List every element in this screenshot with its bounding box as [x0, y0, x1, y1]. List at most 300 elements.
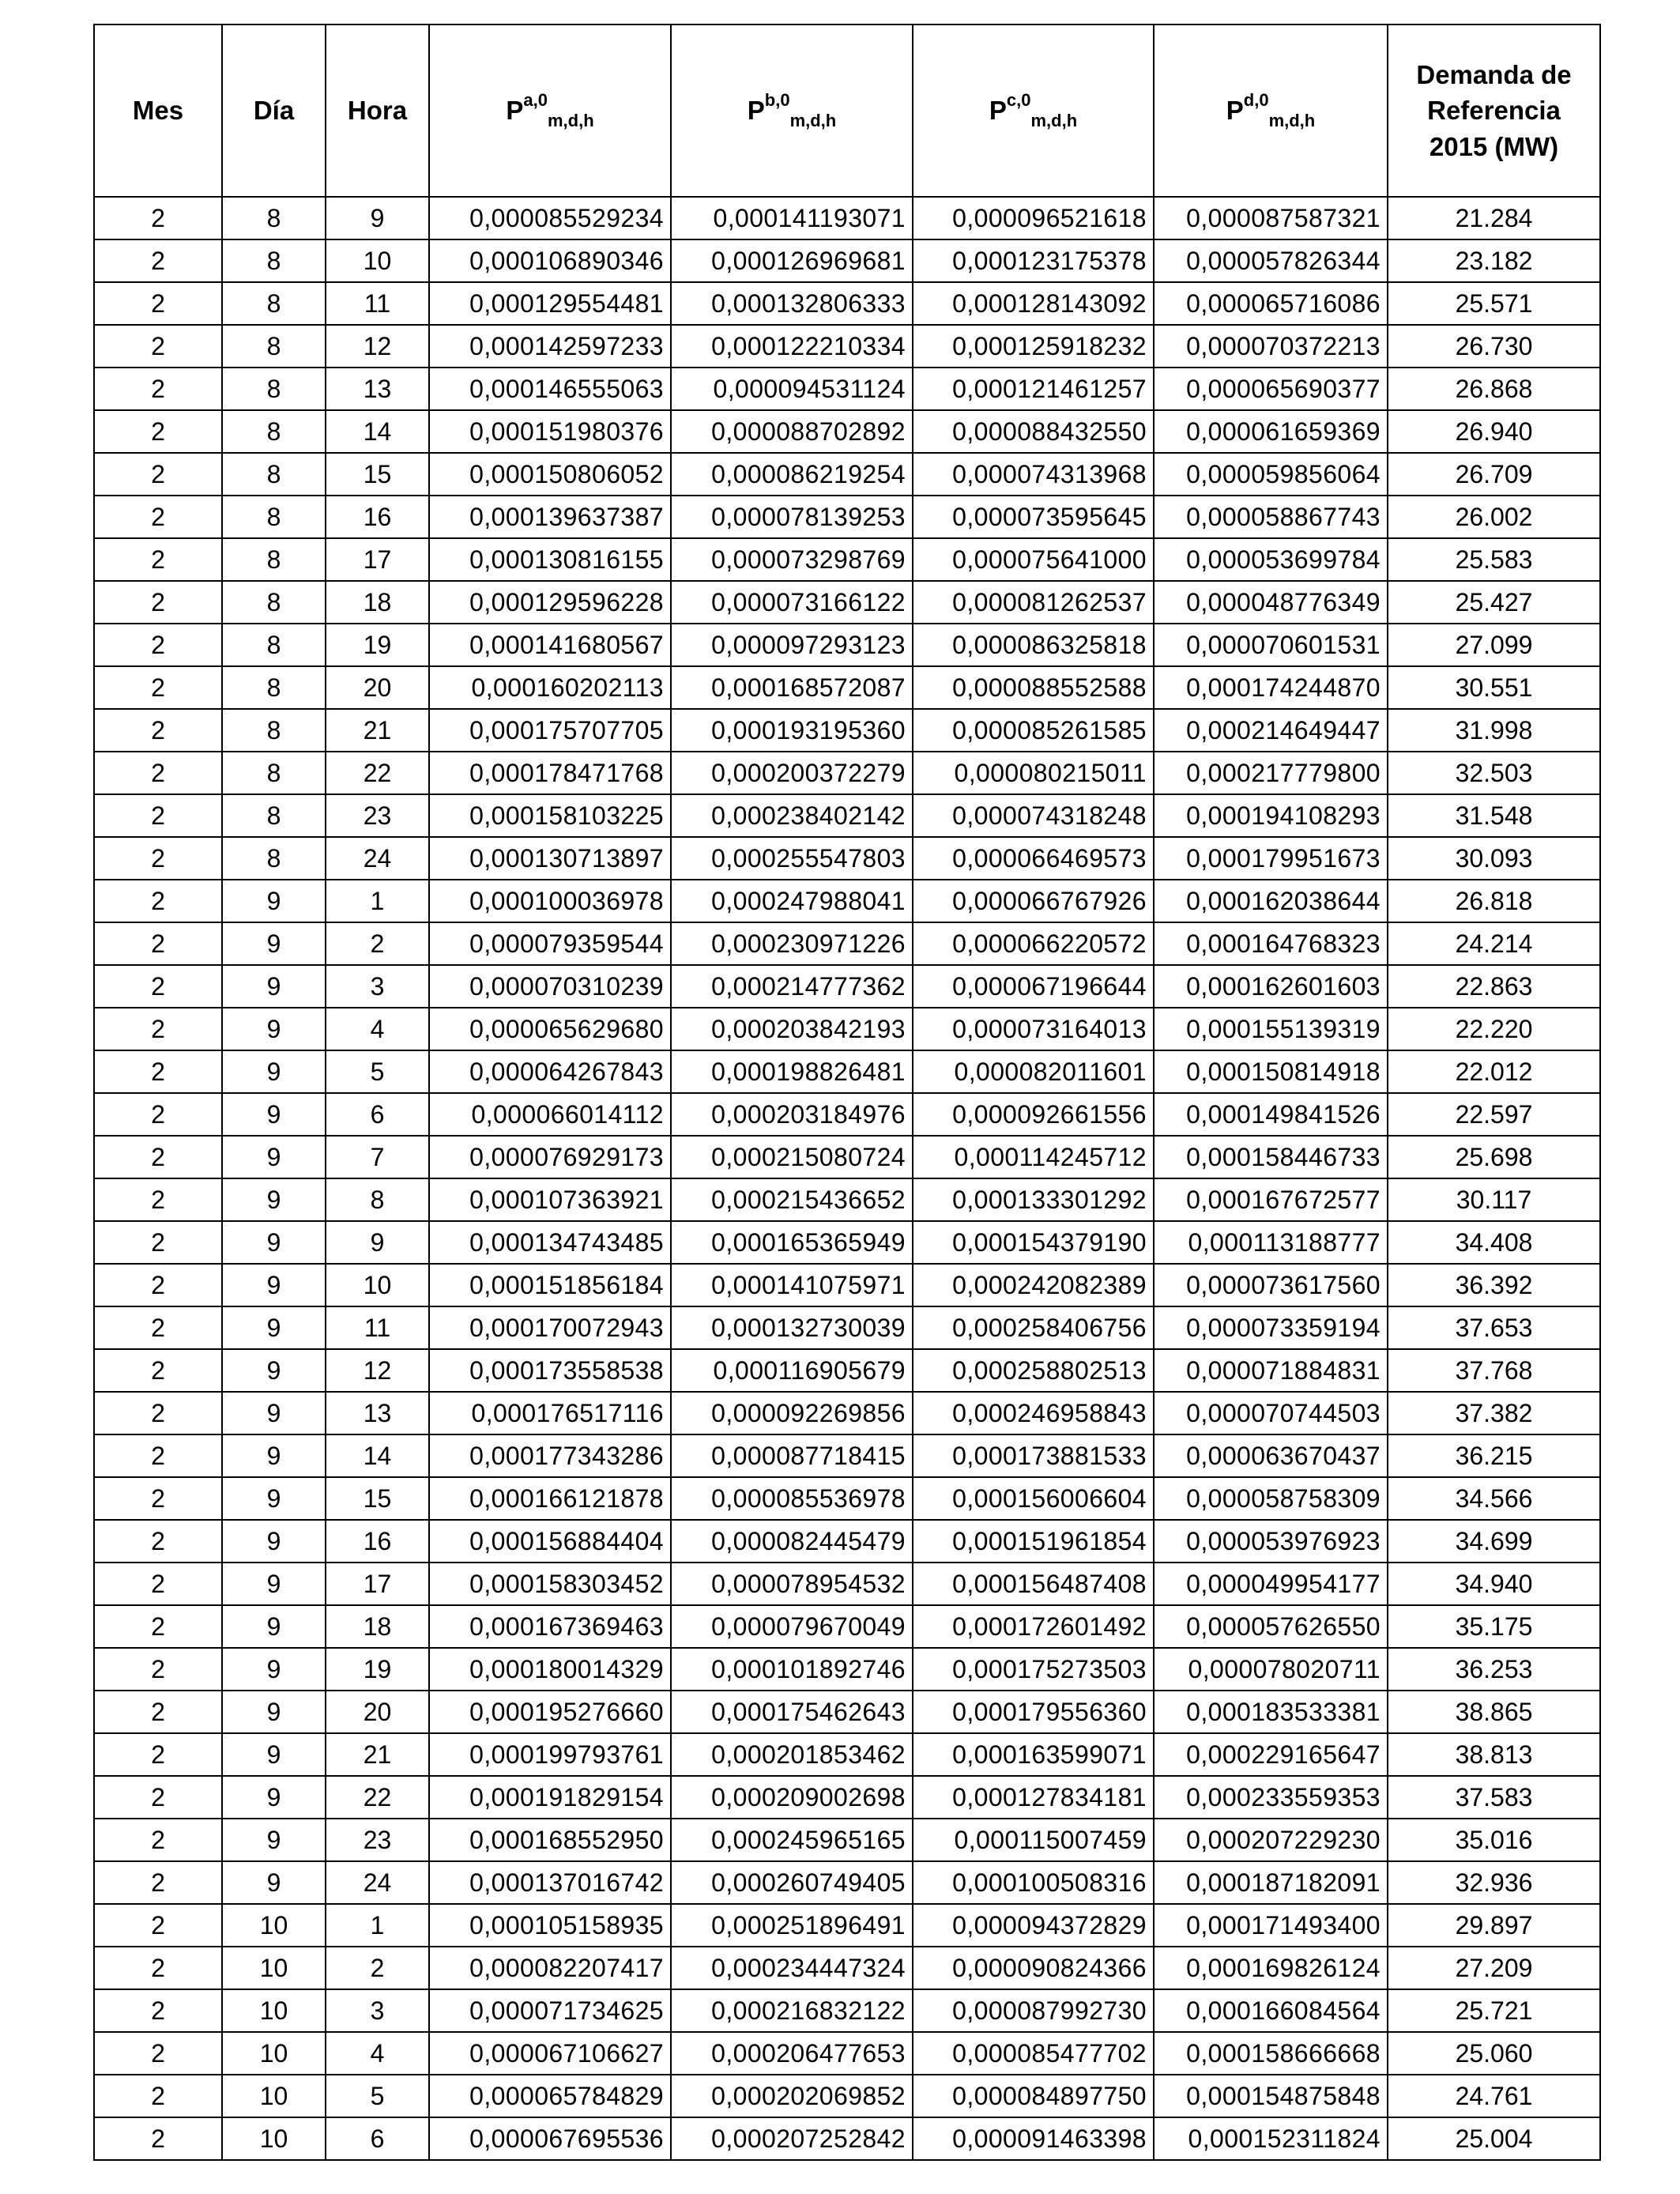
cell-pb: 0,000141075971	[671, 1264, 913, 1306]
cell-pa: 0,000173558538	[429, 1349, 671, 1392]
cell-pb: 0,000193195360	[671, 709, 913, 752]
cell-pc: 0,000075641000	[913, 538, 1154, 581]
cell-demanda: 34.408	[1388, 1221, 1600, 1264]
header-pc-base: P	[989, 96, 1007, 126]
cell-pd: 0,000162038644	[1154, 880, 1388, 922]
cell-pc: 0,000082011601	[913, 1050, 1154, 1093]
cell-pd: 0,000149841526	[1154, 1093, 1388, 1136]
cell-demanda: 22.597	[1388, 1093, 1600, 1136]
cell-pd: 0,000183533381	[1154, 1691, 1388, 1733]
cell-pc: 0,000172601492	[913, 1605, 1154, 1648]
cell-dia: 8	[222, 624, 326, 666]
cell-hora: 22	[326, 1776, 429, 1819]
header-demanda-line: Demanda de	[1416, 59, 1572, 89]
cell-mes: 2	[94, 1648, 222, 1691]
cell-pa: 0,000139637387	[429, 496, 671, 538]
cell-pa: 0,000100036978	[429, 880, 671, 922]
cell-hora: 6	[326, 1093, 429, 1136]
header-row	[94, 25, 1600, 197]
cell-pb: 0,000168572087	[671, 666, 913, 709]
cell-mes: 2	[94, 1050, 222, 1093]
cell-mes: 2	[94, 1989, 222, 2032]
cell-pb: 0,000251896491	[671, 1904, 913, 1947]
cell-hora: 13	[326, 1392, 429, 1434]
cell-demanda: 37.382	[1388, 1392, 1600, 1434]
cell-dia: 9	[222, 1264, 326, 1306]
cell-pa: 0,000151856184	[429, 1264, 671, 1306]
cell-pd: 0,000155139319	[1154, 1008, 1388, 1050]
cell-mes: 2	[94, 1776, 222, 1819]
cell-mes: 2	[94, 239, 222, 282]
table-row	[94, 1264, 1600, 1306]
cell-pa: 0,000130816155	[429, 538, 671, 581]
cell-mes: 2	[94, 1306, 222, 1349]
cell-dia: 8	[222, 496, 326, 538]
cell-mes: 2	[94, 837, 222, 880]
table-row	[94, 2032, 1600, 2075]
cell-dia: 8	[222, 581, 326, 624]
cell-demanda: 30.093	[1388, 837, 1600, 880]
cell-pc: 0,000066469573	[913, 837, 1154, 880]
cell-dia: 9	[222, 1349, 326, 1392]
cell-dia: 10	[222, 2117, 326, 2160]
cell-pb: 0,000230971226	[671, 922, 913, 965]
table-row	[94, 1904, 1600, 1947]
cell-pb: 0,000116905679	[671, 1349, 913, 1392]
cell-pc: 0,000163599071	[913, 1733, 1154, 1776]
table-row	[94, 581, 1600, 624]
cell-demanda: 21.284	[1388, 197, 1600, 239]
cell-pb: 0,000198826481	[671, 1050, 913, 1093]
cell-hora: 6	[326, 2117, 429, 2160]
cell-pc: 0,000091463398	[913, 2117, 1154, 2160]
cell-pc: 0,000242082389	[913, 1264, 1154, 1306]
cell-pb: 0,000078954532	[671, 1563, 913, 1605]
cell-dia: 8	[222, 752, 326, 794]
cell-pb: 0,000088702892	[671, 410, 913, 453]
cell-pb: 0,000094531124	[671, 368, 913, 410]
cell-hora: 4	[326, 2032, 429, 2075]
cell-pd: 0,000229165647	[1154, 1733, 1388, 1776]
cell-pd: 0,000087587321	[1154, 197, 1388, 239]
header-pc-sup: c,0	[1006, 90, 1031, 111]
cell-pa: 0,000168552950	[429, 1819, 671, 1861]
cell-pb: 0,000207252842	[671, 2117, 913, 2160]
cell-mes: 2	[94, 624, 222, 666]
cell-pc: 0,000067196644	[913, 965, 1154, 1008]
cell-pb: 0,000209002698	[671, 1776, 913, 1819]
cell-demanda: 26.818	[1388, 880, 1600, 922]
cell-dia: 9	[222, 1434, 326, 1477]
cell-pd: 0,000174244870	[1154, 666, 1388, 709]
cell-pa: 0,000158103225	[429, 794, 671, 837]
cell-pb: 0,000165365949	[671, 1221, 913, 1264]
cell-pc: 0,000066767926	[913, 880, 1154, 922]
cell-mes: 2	[94, 880, 222, 922]
cell-pa: 0,000170072943	[429, 1306, 671, 1349]
header-pd-sup: d,0	[1243, 90, 1269, 111]
cell-demanda: 26.709	[1388, 453, 1600, 496]
header-pd-sub: m,d,h	[1268, 111, 1316, 131]
cell-pd: 0,000048776349	[1154, 581, 1388, 624]
cell-hora: 9	[326, 1221, 429, 1264]
cell-pd: 0,000070372213	[1154, 325, 1388, 368]
cell-dia: 8	[222, 794, 326, 837]
cell-pa: 0,000195276660	[429, 1691, 671, 1733]
cell-dia: 8	[222, 197, 326, 239]
cell-pb: 0,000132806333	[671, 282, 913, 325]
cell-pa: 0,000106890346	[429, 239, 671, 282]
cell-pa: 0,000191829154	[429, 1776, 671, 1819]
cell-pc: 0,000114245712	[913, 1136, 1154, 1178]
cell-demanda: 27.209	[1388, 1947, 1600, 1989]
cell-dia: 10	[222, 1904, 326, 1947]
cell-pa: 0,000066014112	[429, 1093, 671, 1136]
cell-pb: 0,000097293123	[671, 624, 913, 666]
cell-mes: 2	[94, 922, 222, 965]
header-dia: Día	[222, 25, 326, 197]
cell-pc: 0,000073164013	[913, 1008, 1154, 1050]
cell-mes: 2	[94, 581, 222, 624]
cell-mes: 2	[94, 794, 222, 837]
cell-dia: 9	[222, 1733, 326, 1776]
cell-hora: 23	[326, 1819, 429, 1861]
table-row	[94, 965, 1600, 1008]
cell-pd: 0,000071884831	[1154, 1349, 1388, 1392]
cell-dia: 8	[222, 666, 326, 709]
cell-mes: 2	[94, 496, 222, 538]
table-row	[94, 2117, 1600, 2160]
cell-pb: 0,000201853462	[671, 1733, 913, 1776]
table-row	[94, 1392, 1600, 1434]
cell-pd: 0,000166084564	[1154, 1989, 1388, 2032]
cell-demanda: 25.060	[1388, 2032, 1600, 2075]
cell-pc: 0,000133301292	[913, 1178, 1154, 1221]
cell-pc: 0,000128143092	[913, 282, 1154, 325]
cell-mes: 2	[94, 2075, 222, 2117]
cell-pb: 0,000215436652	[671, 1178, 913, 1221]
cell-pd: 0,000164768323	[1154, 922, 1388, 965]
cell-demanda: 37.653	[1388, 1306, 1600, 1349]
cell-pc: 0,000173881533	[913, 1434, 1154, 1477]
cell-pd: 0,000150814918	[1154, 1050, 1388, 1093]
cell-dia: 9	[222, 1178, 326, 1221]
cell-mes: 2	[94, 1392, 222, 1434]
table-row	[94, 1691, 1600, 1733]
cell-pc: 0,000151961854	[913, 1520, 1154, 1563]
cell-pa: 0,000067695536	[429, 2117, 671, 2160]
cell-hora: 24	[326, 1861, 429, 1904]
cell-pb: 0,000101892746	[671, 1648, 913, 1691]
cell-pd: 0,000073617560	[1154, 1264, 1388, 1306]
cell-pa: 0,000085529234	[429, 197, 671, 239]
cell-dia: 9	[222, 1520, 326, 1563]
cell-hora: 14	[326, 1434, 429, 1477]
cell-hora: 11	[326, 282, 429, 325]
cell-demanda: 32.936	[1388, 1861, 1600, 1904]
cell-mes: 2	[94, 1520, 222, 1563]
cell-pd: 0,000057826344	[1154, 239, 1388, 282]
table-row	[94, 1520, 1600, 1563]
cell-hora: 3	[326, 1989, 429, 2032]
cell-pa: 0,000176517116	[429, 1392, 671, 1434]
cell-dia: 8	[222, 282, 326, 325]
cell-pa: 0,000142597233	[429, 325, 671, 368]
cell-pd: 0,000053699784	[1154, 538, 1388, 581]
cell-demanda: 30.551	[1388, 666, 1600, 709]
cell-mes: 2	[94, 1733, 222, 1776]
header-pb-base: P	[747, 96, 765, 126]
cell-demanda: 31.998	[1388, 709, 1600, 752]
cell-hora: 19	[326, 624, 429, 666]
cell-hora: 5	[326, 1050, 429, 1093]
table-row	[94, 1861, 1600, 1904]
cell-pa: 0,000141680567	[429, 624, 671, 666]
cell-pd: 0,000078020711	[1154, 1648, 1388, 1691]
cell-demanda: 36.215	[1388, 1434, 1600, 1477]
cell-pd: 0,000158446733	[1154, 1136, 1388, 1178]
cell-dia: 8	[222, 368, 326, 410]
cell-pc: 0,000175273503	[913, 1648, 1154, 1691]
table-row	[94, 1178, 1600, 1221]
cell-dia: 8	[222, 538, 326, 581]
cell-mes: 2	[94, 325, 222, 368]
cell-dia: 9	[222, 1136, 326, 1178]
table-row	[94, 1008, 1600, 1050]
cell-mes: 2	[94, 666, 222, 709]
cell-demanda: 38.813	[1388, 1733, 1600, 1776]
cell-pc: 0,000074313968	[913, 453, 1154, 496]
table-row	[94, 880, 1600, 922]
cell-demanda: 22.220	[1388, 1008, 1600, 1050]
cell-pa: 0,000160202113	[429, 666, 671, 709]
cell-dia: 8	[222, 410, 326, 453]
cell-pa: 0,000065784829	[429, 2075, 671, 2117]
header-pa	[429, 25, 671, 197]
cell-dia: 9	[222, 1776, 326, 1819]
cell-hora: 1	[326, 880, 429, 922]
cell-pa: 0,000177343286	[429, 1434, 671, 1477]
cell-dia: 9	[222, 965, 326, 1008]
cell-mes: 2	[94, 1904, 222, 1947]
cell-dia: 9	[222, 922, 326, 965]
cell-pc: 0,000085261585	[913, 709, 1154, 752]
demand-table	[93, 24, 1601, 2161]
cell-mes: 2	[94, 1434, 222, 1477]
cell-pc: 0,000123175378	[913, 239, 1154, 282]
cell-pd: 0,000217779800	[1154, 752, 1388, 794]
cell-pc: 0,000115007459	[913, 1819, 1154, 1861]
cell-pc: 0,000073595645	[913, 496, 1154, 538]
cell-pa: 0,000167369463	[429, 1605, 671, 1648]
cell-pc: 0,000096521618	[913, 197, 1154, 239]
cell-pd: 0,000113188777	[1154, 1221, 1388, 1264]
cell-pa: 0,000129554481	[429, 282, 671, 325]
cell-pd: 0,000179951673	[1154, 837, 1388, 880]
cell-pc: 0,000088552588	[913, 666, 1154, 709]
cell-pa: 0,000082207417	[429, 1947, 671, 1989]
cell-pd: 0,000070601531	[1154, 624, 1388, 666]
cell-mes: 2	[94, 1947, 222, 1989]
cell-dia: 8	[222, 325, 326, 368]
cell-pa: 0,000199793761	[429, 1733, 671, 1776]
table-body	[94, 197, 1600, 2160]
cell-pd: 0,000171493400	[1154, 1904, 1388, 1947]
table-row	[94, 410, 1600, 453]
cell-pc: 0,000066220572	[913, 922, 1154, 965]
cell-demanda: 25.004	[1388, 2117, 1600, 2160]
cell-pd: 0,000058758309	[1154, 1477, 1388, 1520]
cell-demanda: 32.503	[1388, 752, 1600, 794]
cell-demanda: 35.016	[1388, 1819, 1600, 1861]
cell-hora: 4	[326, 1008, 429, 1050]
cell-hora: 1	[326, 1904, 429, 1947]
cell-dia: 8	[222, 239, 326, 282]
cell-pd: 0,000152311824	[1154, 2117, 1388, 2160]
header-pa-base: P	[506, 96, 524, 126]
header-demanda-line: Referencia	[1427, 96, 1561, 126]
table-row	[94, 282, 1600, 325]
cell-pd: 0,000058867743	[1154, 496, 1388, 538]
cell-pb: 0,000203184976	[671, 1093, 913, 1136]
cell-mes: 2	[94, 1349, 222, 1392]
table-row	[94, 1819, 1600, 1861]
cell-dia: 10	[222, 2032, 326, 2075]
cell-pd: 0,000214649447	[1154, 709, 1388, 752]
cell-pa: 0,000156884404	[429, 1520, 671, 1563]
cell-hora: 13	[326, 368, 429, 410]
header-pb-sup: b,0	[764, 90, 790, 111]
cell-mes: 2	[94, 2032, 222, 2075]
header-mes: Mes	[94, 25, 222, 197]
table-row	[94, 1349, 1600, 1392]
table-row	[94, 709, 1600, 752]
cell-pb: 0,000238402142	[671, 794, 913, 837]
cell-pc: 0,000156487408	[913, 1563, 1154, 1605]
cell-hora: 19	[326, 1648, 429, 1691]
cell-mes: 2	[94, 282, 222, 325]
cell-hora: 7	[326, 1136, 429, 1178]
cell-pb: 0,000073166122	[671, 581, 913, 624]
header-pc	[913, 25, 1154, 197]
cell-pb: 0,000203842193	[671, 1008, 913, 1050]
cell-pa: 0,000070310239	[429, 965, 671, 1008]
cell-hora: 17	[326, 538, 429, 581]
cell-demanda: 23.182	[1388, 239, 1600, 282]
cell-pa: 0,000180014329	[429, 1648, 671, 1691]
cell-pb: 0,000255547803	[671, 837, 913, 880]
cell-pd: 0,000162601603	[1154, 965, 1388, 1008]
cell-hora: 16	[326, 1520, 429, 1563]
cell-mes: 2	[94, 538, 222, 581]
cell-demanda: 24.761	[1388, 2075, 1600, 2117]
table-row	[94, 239, 1600, 282]
cell-demanda: 34.699	[1388, 1520, 1600, 1563]
table-row	[94, 538, 1600, 581]
cell-pd: 0,000053976923	[1154, 1520, 1388, 1563]
cell-pa: 0,000064267843	[429, 1050, 671, 1093]
cell-demanda: 37.768	[1388, 1349, 1600, 1392]
cell-mes: 2	[94, 2117, 222, 2160]
table-row	[94, 624, 1600, 666]
cell-pb: 0,000214777362	[671, 965, 913, 1008]
cell-pa: 0,000137016742	[429, 1861, 671, 1904]
cell-pb: 0,000245965165	[671, 1819, 913, 1861]
cell-pd: 0,000057626550	[1154, 1605, 1388, 1648]
cell-demanda: 26.730	[1388, 325, 1600, 368]
cell-hora: 3	[326, 965, 429, 1008]
cell-pb: 0,000141193071	[671, 197, 913, 239]
cell-pa: 0,000129596228	[429, 581, 671, 624]
cell-pd: 0,000187182091	[1154, 1861, 1388, 1904]
cell-mes: 2	[94, 1008, 222, 1050]
cell-demanda: 35.175	[1388, 1605, 1600, 1648]
cell-pa: 0,000158303452	[429, 1563, 671, 1605]
cell-pa: 0,000178471768	[429, 752, 671, 794]
header-pd-base: P	[1226, 96, 1244, 126]
cell-dia: 10	[222, 1989, 326, 2032]
cell-demanda: 25.427	[1388, 581, 1600, 624]
table-row	[94, 752, 1600, 794]
cell-hora: 16	[326, 496, 429, 538]
cell-hora: 12	[326, 325, 429, 368]
cell-demanda: 29.897	[1388, 1904, 1600, 1947]
cell-pc: 0,000085477702	[913, 2032, 1154, 2075]
cell-pa: 0,000071734625	[429, 1989, 671, 2032]
cell-mes: 2	[94, 1093, 222, 1136]
cell-demanda: 25.571	[1388, 282, 1600, 325]
cell-pb: 0,000260749405	[671, 1861, 913, 1904]
cell-hora: 11	[326, 1306, 429, 1349]
table-row	[94, 1989, 1600, 2032]
cell-pd: 0,000065690377	[1154, 368, 1388, 410]
table-row	[94, 1477, 1600, 1520]
cell-pb: 0,000126969681	[671, 239, 913, 282]
cell-demanda: 26.940	[1388, 410, 1600, 453]
cell-pa: 0,000134743485	[429, 1221, 671, 1264]
cell-hora: 20	[326, 666, 429, 709]
table-row	[94, 1776, 1600, 1819]
cell-pb: 0,000082445479	[671, 1520, 913, 1563]
cell-pc: 0,000084897750	[913, 2075, 1154, 2117]
cell-demanda: 38.865	[1388, 1691, 1600, 1733]
cell-pc: 0,000086325818	[913, 624, 1154, 666]
cell-pb: 0,000132730039	[671, 1306, 913, 1349]
cell-mes: 2	[94, 1819, 222, 1861]
cell-dia: 8	[222, 837, 326, 880]
cell-mes: 2	[94, 1691, 222, 1733]
cell-mes: 2	[94, 410, 222, 453]
table-row	[94, 2075, 1600, 2117]
table-row	[94, 666, 1600, 709]
header-hora: Hora	[326, 25, 429, 197]
cell-hora: 10	[326, 239, 429, 282]
table-row	[94, 1733, 1600, 1776]
table-row	[94, 368, 1600, 410]
table-row	[94, 1563, 1600, 1605]
cell-pa: 0,000065629680	[429, 1008, 671, 1050]
cell-mes: 2	[94, 453, 222, 496]
cell-demanda: 31.548	[1388, 794, 1600, 837]
table-row	[94, 837, 1600, 880]
cell-hora: 12	[326, 1349, 429, 1392]
cell-pa: 0,000076929173	[429, 1136, 671, 1178]
cell-hora: 2	[326, 922, 429, 965]
cell-demanda: 36.392	[1388, 1264, 1600, 1306]
cell-pd: 0,000233559353	[1154, 1776, 1388, 1819]
cell-pb: 0,000200372279	[671, 752, 913, 794]
cell-pb: 0,000206477653	[671, 2032, 913, 2075]
